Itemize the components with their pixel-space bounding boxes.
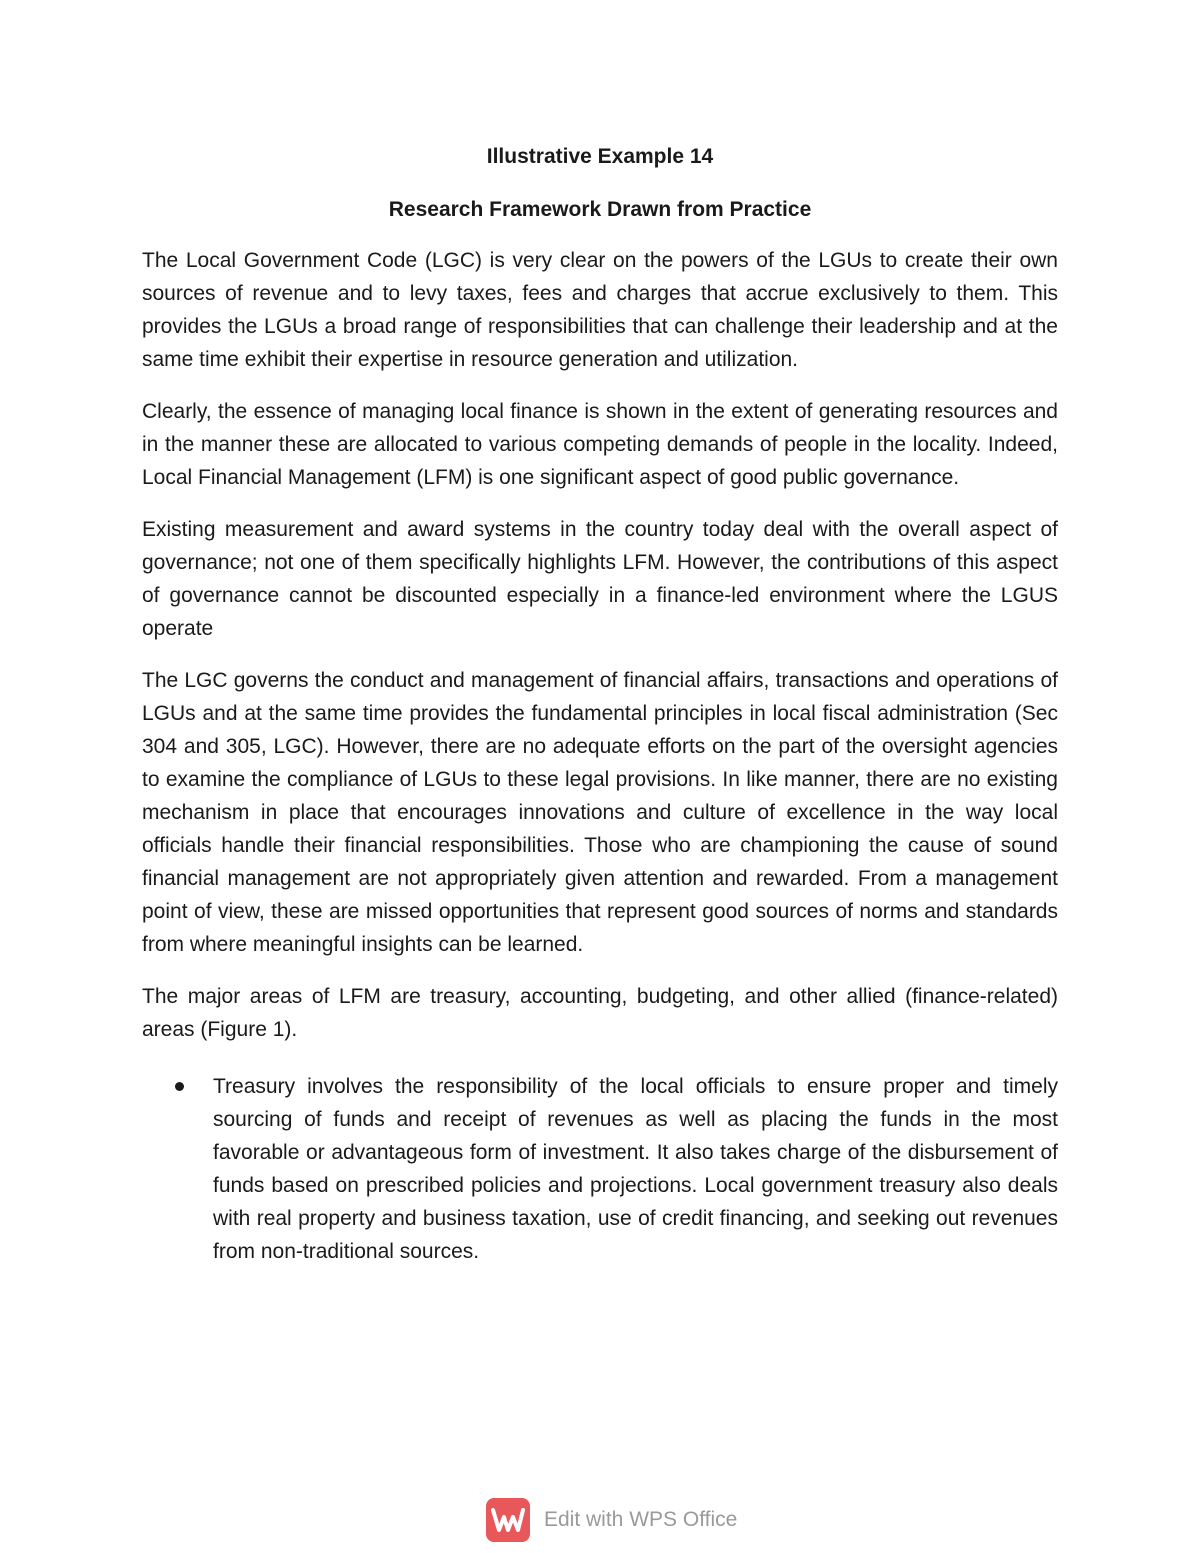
bullet-icon xyxy=(175,1082,184,1091)
paragraph: The major areas of LFM are treasury, accounting, budgeting, and other allied (finance-related) areas (Figure 1). xyxy=(142,985,1058,1041)
paragraph: Clearly, the essence of managing local finance is shown in the extent of generating resources and in the manner these are allocated to various competing demands of people in the locality. Indeed, Local Financial Management (LFM) is one significant aspect of good public governance. xyxy=(142,400,1058,489)
document-body xyxy=(142,140,1058,1268)
wps-logo-icon xyxy=(486,1498,530,1542)
list-item xyxy=(142,1070,1058,1268)
wps-watermark-text: Edit with WPS Office xyxy=(544,1508,738,1531)
paragraph: Existing measurement and award systems in the country today deal with the overall aspect of governance; not one of them specifically highlights LFM. However, the contributions of this aspect of governance cannot be discounted especially in a finance-led environment where the LGUS operate xyxy=(142,518,1058,640)
document-subtitle: Research Framework Drawn from Practice xyxy=(388,198,812,221)
list-item-text: Treasury involves the responsibility of the local officials to ensure proper and timely sourcing of funds and receipt of revenues as well as placing the funds in the most favorable or advantageous form of investment. It also takes charge of the disbursement of funds based on prescribed policies and projections. Local government treasury also deals with real property and business taxation, use of credit financing, and seeking out revenues from non-traditional sources. xyxy=(213,1075,1058,1263)
wps-watermark[interactable] xyxy=(486,1497,737,1543)
paragraph: The Local Government Code (LGC) is very clear on the powers of the LGUs to create their own sources of revenue and to levy taxes, fees and charges that accrue exclusively to them. This provides the LGUs a broad range of responsibilities that can challenge their leadership and at the same time exhibit their expertise in resource generation and utilization. xyxy=(142,249,1058,371)
document-title: Illustrative Example 14 xyxy=(486,145,714,168)
bullet-list xyxy=(142,1070,1058,1268)
paragraph: The LGC governs the conduct and management of financial affairs, transactions and operations of LGUs and at the same time provides the fundamental principles in local fiscal administration (Sec 304 and 305, LGC). However, there are no adequate efforts on the part of the oversight agencies to examine the compliance of LGUs to these legal provisions. In like manner, there are no existing mechanism in place that encourages innovations and culture of excellence in the way local officials handle their financial responsibilities. Those who are championing the cause of sound financial management are not appropriately given attention and rewarded. From a management point of view, these are missed opportunities that represent good sources of norms and standards from where meaningful insights can be learned. xyxy=(142,669,1058,956)
